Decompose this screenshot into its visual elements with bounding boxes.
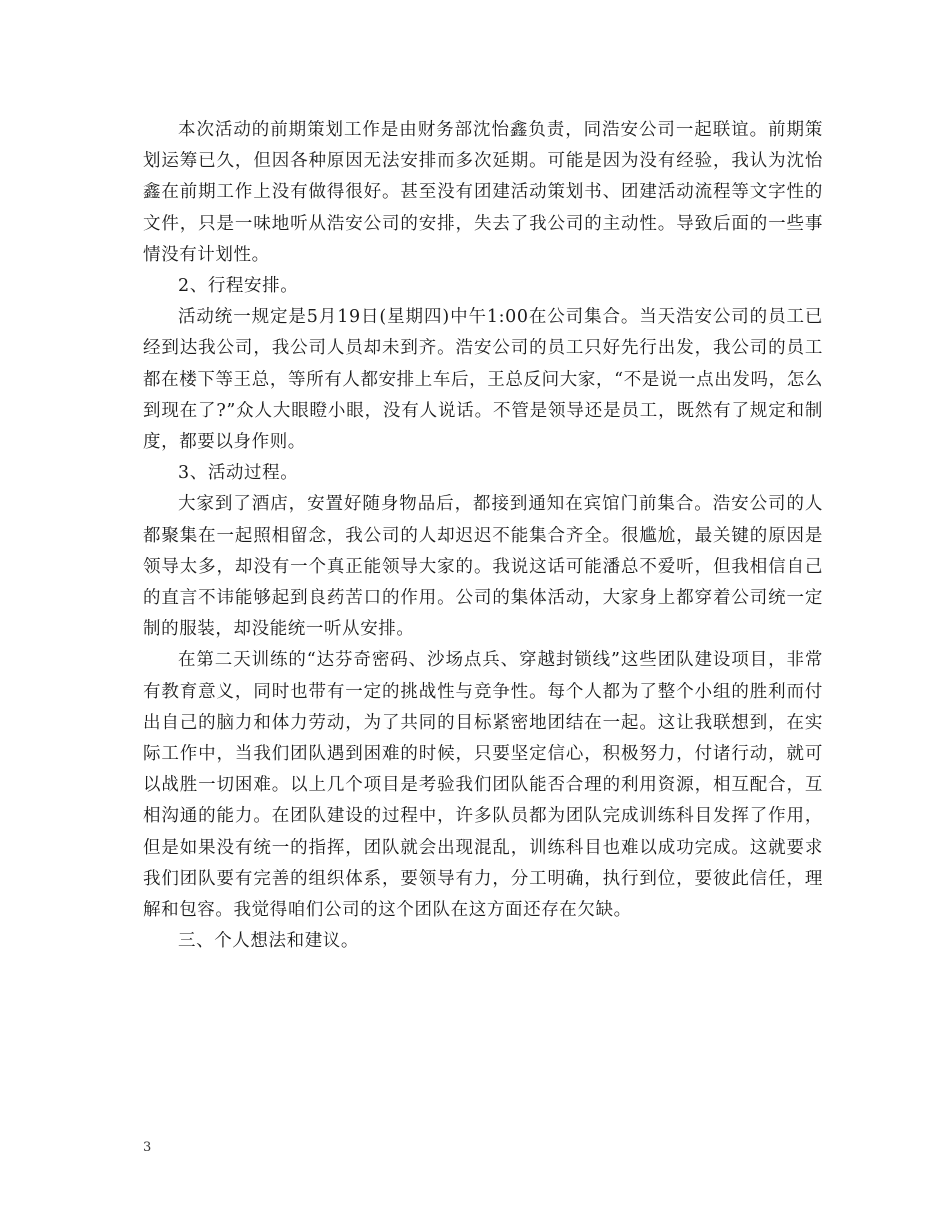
document-body — [143, 115, 823, 957]
page-number: 3 — [143, 1140, 152, 1155]
paragraph-hotel: 大家到了酒店，安置好随身物品后，都接到通知在宾馆门前集合。浩安公司的人都聚集在一起照相留念，我公司的人却迟迟不能集合齐全。很尴尬，最关键的原因是领导太多，却没有一个真正能领导大家的。我说这话可能潘总不爱听，但我相信自己的直言不讳能够起到良药苦口的作用。公司的集体活动，大家身上都穿着公司统一定制的服装，却没能统一听从安排。 — [143, 494, 823, 640]
heading-activity-process: 3、活动过程。 — [178, 463, 299, 484]
heading-itinerary: 2、行程安排。 — [178, 276, 299, 297]
paragraph-planning: 本次活动的前期策划工作是由财务部沈怡鑫负责，同浩安公司一起联谊。前期策划运筹已久，但因各种原因无法安排而多次延期。可能是因为没有经验，我认为沈怡鑫在前期工作上没有做得很好。甚至没有团建活动策划书、团建活动流程等文字性的文件，只是一味地听从浩安公司的安排，失去了我公司的主动性。导致后面的一些事情没有计划性。 — [143, 120, 823, 265]
heading-suggestions: 三、个人想法和建议。 — [178, 931, 359, 952]
paragraph-training: 在第二天训练的“达芬奇密码、沙场点兵、穿越封锁线”这些团队建设项目，非常有教育意义，同时也带有一定的挑战性与竞争性。每个人都为了整个小组的胜利而付出自己的脑力和体力劳动，为了共同的目标紧密地团结在一起。这让我联想到，在实际工作中，当我们团队遇到困难的时候，只要坚定信心，积极努力，付诸行动，就可以战胜一切困难。以上几个项目是考验我们团队能否合理的利用资源，相互配合，互相沟通的能力。在团队建设的过程中，许多队员都为团队完成训练科目发挥了作用，但是如果没有统一的指挥，团队就会出现混乱，训练科目也难以成功完成。这就要求我们团队要有完善的组织体系，要领导有力，分工明确，执行到位，要彼此信任，理解和包容。我觉得咱们公司的这个团队在这方面还存在欠缺。 — [143, 650, 823, 921]
paragraph-itinerary: 活动统一规定是5月19日(星期四)中午1:00在公司集合。当天浩安公司的员工已经到达我公司，我公司人员却未到齐。浩安公司的员工只好先行出发，我公司的员工都在楼下等王总，等所有人都安排上车后，王总反问大家，“不是说一点出发吗，怎么到现在了?”众人大眼瞪小眼，没有人说话。不管是领导还是员工，既然有了规定和制度，都要以身作则。 — [143, 307, 823, 453]
